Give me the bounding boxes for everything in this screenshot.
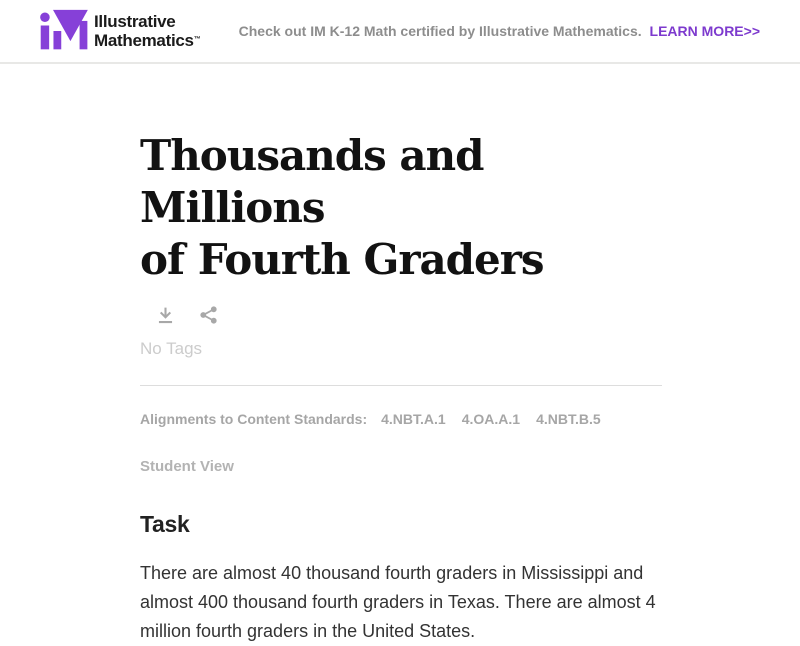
standard-link-4nbtb5[interactable]: 4.NBT.B.5 (536, 411, 601, 427)
alignments-row (140, 411, 662, 427)
standard-link-4nbta1[interactable]: 4.NBT.A.1 (381, 411, 446, 427)
student-view-link[interactable]: Student View (140, 458, 234, 475)
logo[interactable] (40, 9, 200, 53)
share-icon (198, 304, 219, 326)
promo-banner (239, 23, 760, 39)
im-logo-icon (40, 9, 88, 53)
alignments-label: Alignments to Content Standards: (140, 411, 368, 427)
download-button[interactable] (154, 303, 176, 327)
task-body: There are almost 40 thousand fourth graders in Mississippi and almost 400 thousand fourth graders in Texas. There are almost 4 million fourth graders in the United States. (140, 563, 656, 641)
page-title (140, 130, 662, 286)
share-button[interactable] (197, 303, 219, 327)
trademark-mark: ™ (193, 36, 201, 43)
page-title-line2: of Fourth Graders (140, 235, 544, 284)
task-heading: Task (140, 511, 190, 537)
standard-link-4oaa1[interactable]: 4.OA.A.1 (461, 411, 521, 427)
site-header (0, 0, 800, 64)
no-tags-label: No Tags (140, 339, 203, 358)
download-icon (155, 304, 176, 327)
task-page (140, 130, 662, 646)
learn-more-link[interactable]: LEARN MORE>> (649, 23, 760, 39)
actions-row (154, 303, 662, 327)
divider (140, 385, 662, 386)
brand-name (94, 12, 200, 50)
page-title-line1: Thousands and Millions (140, 131, 484, 232)
promo-message: Check out IM K-12 Math certified by Illustrative Mathematics. (238, 23, 642, 39)
brand-line2: Mathematics (94, 31, 194, 50)
brand-line1: Illustrative (94, 12, 176, 31)
